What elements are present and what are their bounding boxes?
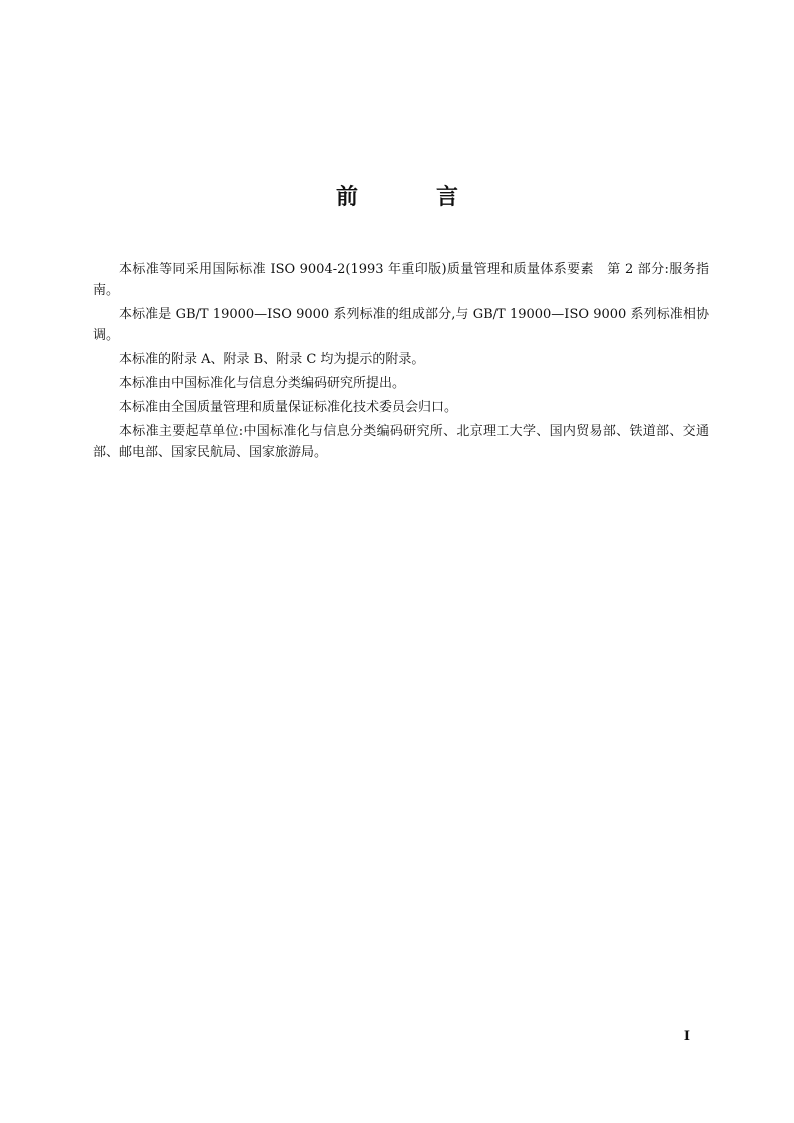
paragraph-3: 本标准的附录 A、附录 B、附录 C 均为提示的附录。	[119, 352, 425, 367]
paragraph-1: 本标准等同采用国际标准 ISO 9004-2(1993 年重印版)质量管理和质量体系要素 第 2 部分:服务指南。	[93, 262, 709, 298]
page-title	[0, 180, 794, 211]
preface-body	[93, 259, 709, 466]
paragraph-5: 本标准由全国质量管理和质量保证标准化技术委员会归口。	[119, 400, 458, 415]
paragraph-4: 本标准由中国标准化与信息分类编码研究所提出。	[119, 376, 406, 391]
paragraph-6: 本标准主要起草单位:中国标准化与信息分类编码研究所、北京理工大学、国内贸易部、铁道部、交通部、邮电部、国家民航局、国家旅游局。	[93, 424, 709, 460]
paragraph-2: 本标准是 GB/T 19000—ISO 9000 系列标准的组成部分,与 GB/T 19000—ISO 9000 系列标准相协调。	[93, 307, 709, 343]
page-number: Ⅰ	[683, 1029, 690, 1044]
title-char-2: 言	[436, 185, 459, 210]
title-char-1: 前	[335, 185, 358, 210]
